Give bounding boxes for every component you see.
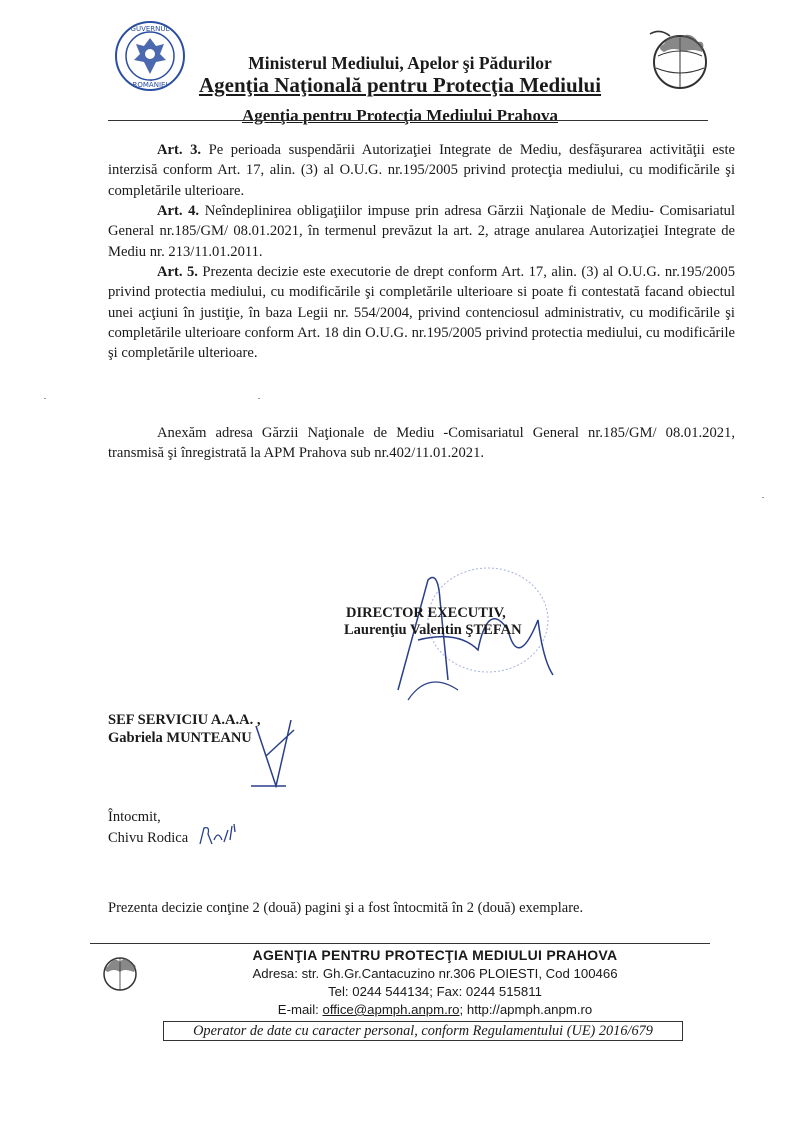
scan-speck — [258, 398, 260, 399]
footer-web-link[interactable]: ; http://apmph.anpm.ro — [459, 1002, 593, 1017]
article-5 — [108, 262, 735, 363]
article-3-label: Art. 3. — [157, 142, 202, 158]
footer-contact — [0, 1002, 800, 1017]
anpm-globe-logo-icon — [640, 26, 720, 90]
annex-paragraph — [108, 423, 735, 464]
article-5-label: Art. 5. — [157, 264, 198, 280]
director-title: DIRECTOR EXECUTIV, — [346, 605, 506, 621]
article-4-label: Art. 4. — [157, 203, 200, 219]
article-5-text: Prezenta decizie este executorie de drept conform Art. 17, alin. (3) al O.U.G. nr.195/2005 privind protectia mediului, cu modificările şi completările ulterioare si poate fi contestată facand obiectul unei acţiuni în justiţie, în baza Legii nr. 554/2004, privind contenciosul administrativ, cu modificările şi completările ulterioare conform Art. 18 din O.U.G. nr.195/2005 privind protectia mediului, cu modificările şi completările ulterioare. — [108, 264, 735, 362]
service-head-name: Gabriela MUNTEANU — [108, 730, 252, 746]
footer-address: Adresa: str. Gh.Gr.Cantacuzino nr.306 PLOIESTI, Cod 100466 — [252, 966, 618, 981]
footer-phone: Tel: 0244 544134; Fax: 0244 515811 — [328, 984, 542, 999]
article-3-text: Pe perioada suspendării Autorizaţiei Integrate de Mediu, desfăşurarea activităţii este interzisă conform Art. 17, alin. (3) al O.U.G. nr.195/2005 privind protecţia mediului, cu modificările şi completările ulterioare. — [108, 142, 735, 199]
sub-agency-title: Agenţia pentru Protecţia Mediului Prahova — [241, 106, 559, 125]
footer-email-label: E-mail: — [277, 1002, 323, 1017]
director-name: Laurenţiu Valentin ŞTEFAN — [344, 622, 522, 638]
agency-title: Agenţia Naţională pentru Protecţia Mediului — [198, 73, 602, 97]
service-head-signature — [246, 716, 296, 788]
footer-divider — [90, 943, 710, 944]
prepared-signature — [198, 822, 238, 848]
header-divider — [108, 120, 708, 121]
scan-speck — [44, 398, 46, 399]
footer-title: AGENŢIA PENTRU PROTECŢIA MEDIULUI PRAHOVA — [252, 947, 618, 963]
article-4-text: Neîndeplinirea obligaţiilor impuse prin adresa Gărzii Naţionale de Mediu- Comisariatul General nr.185/GM/ 08.01.2021, în termenul prevăzut la art. 2, atrage anularea Autorizaţiei Integrate de Mediu nr. 213/11.01.2011. — [108, 203, 735, 260]
article-4 — [108, 201, 735, 262]
annex-text: Anexăm adresa Gărzii Naţionale de Mediu -Comisariatul General nr.185/GM/ 08.01.2021, transmisă şi înregistrată la APM Prahova sub nr.402/11.01.2021. — [108, 425, 735, 462]
svg-text:GUVERNUL: GUVERNUL — [130, 25, 170, 33]
ministry-title: Ministerul Mediului, Apelor şi Pădurilor — [248, 53, 552, 73]
svg-text:ROMÂNIEI: ROMÂNIEI — [132, 81, 168, 89]
footer-email-link[interactable]: office@apmph.anpm.ro — [322, 1002, 460, 1017]
article-3 — [108, 140, 735, 201]
page-count-note: Prezenta decizie conţine 2 (două) pagini şi a fost întocmită în 2 (două) exemplare. — [108, 900, 584, 916]
scan-speck — [762, 497, 764, 498]
service-head-title: SEF SERVICIU A.A.A. , — [108, 712, 261, 728]
prepared-name: Chivu Rodica — [108, 830, 189, 846]
gdpr-notice: Operator de date cu caracter personal, conform Regulamentului (UE) 2016/679 — [163, 1021, 683, 1041]
prepared-label: Întocmit, — [108, 809, 161, 825]
